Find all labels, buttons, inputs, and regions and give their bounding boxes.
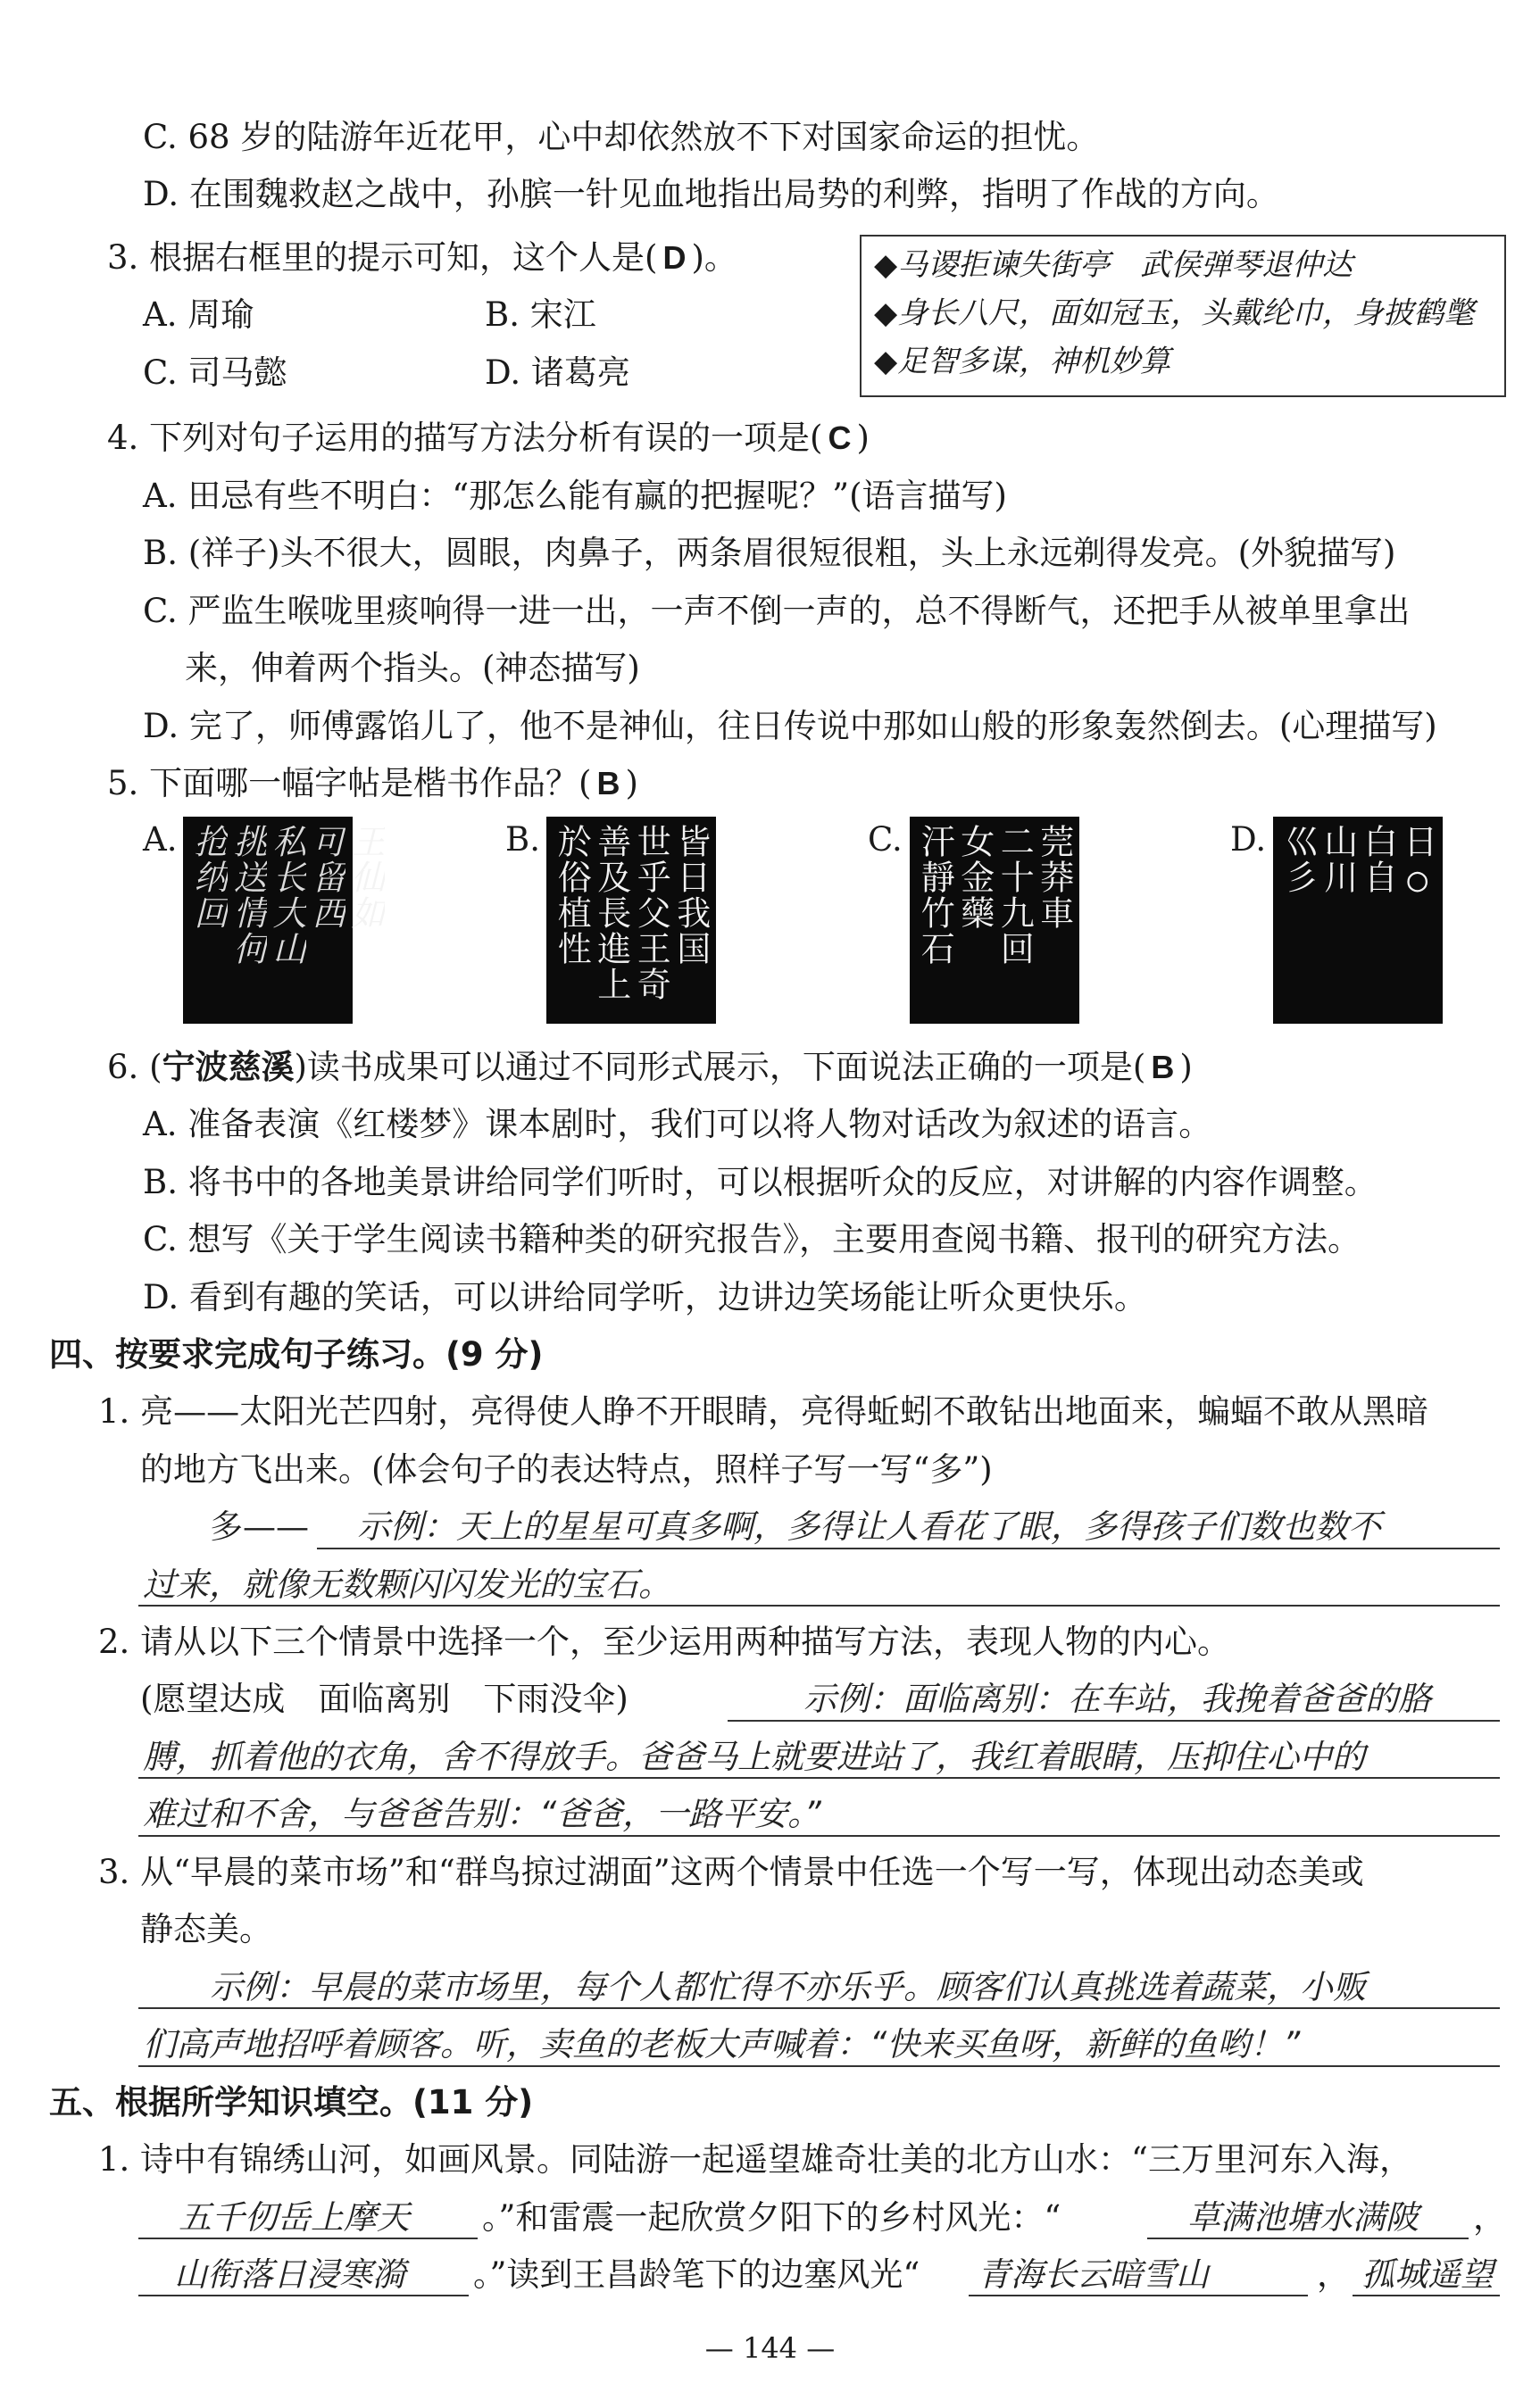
s5-fill-3: 山衔落日浸寒漪 — [174, 2255, 405, 2294]
s4-q3-answer-line2: 们高声地招呼着顾客。听，卖鱼的老板大声喊着：“快来买鱼呀，新鲜的鱼哟！” — [143, 2025, 1301, 2063]
sample-b-col-4: 於俗植性 — [552, 824, 592, 967]
sample-c-col-2: 二十九回 — [995, 824, 1035, 967]
q4-stem: 4. 下列对句子运用的描写方法分析有误的一项是( C ) — [107, 419, 870, 457]
q3-answer: D — [662, 239, 687, 276]
answer-underline — [138, 2065, 1500, 2067]
s5-comma-1: ， — [1473, 2198, 1506, 2237]
q2-option-c: C. 68 岁的陆游年近花甲，心中却依然放不下对国家命运的担忧。 — [143, 118, 1100, 156]
q6-option-b: B. 将书中的各地美景讲给同学们听时，可以根据听众的反应，对讲解的内容作调整。 — [143, 1163, 1378, 1201]
s4-q2-line1: 2. 请从以下三个情景中选择一个，至少运用两种描写方法，表现人物的内心。 — [98, 1623, 1231, 1661]
s4-q2-answer-line2: 膊，抓着他的衣角，舍不得放手。爸爸马上就要进站了，我红着眼睛，压抑住心中的 — [143, 1738, 1365, 1776]
sample-c-col-1: 莞莽車 — [1034, 824, 1074, 931]
q3-hint-box — [860, 235, 1506, 397]
sample-b-col-3: 善及長進上 — [591, 824, 631, 1002]
s4-q1-line1: 1. 亮——太阳光芒四射，亮得使人睁不开眼睛，亮得蚯蚓不敢钻出地面来，蝙蝠不敢从黑暗 — [98, 1392, 1429, 1431]
answer-underline — [138, 1835, 1500, 1837]
q3-hint-2: ◆身长八尺，面如冠玉，头戴纶巾，身披鹤氅 — [874, 295, 1475, 331]
q3-hint-3: ◆足智多谋，神机妙算 — [874, 344, 1171, 379]
fill-underline — [969, 2295, 1308, 2296]
sample-d-col-2: 白自 — [1358, 824, 1398, 895]
s5-fill-2: 草满池塘水满陂 — [1187, 2198, 1419, 2237]
q3-option-d: D. 诸葛亮 — [485, 353, 630, 392]
calligraphy-sample-d — [1273, 817, 1443, 1024]
q4-option-b: B. (祥子)头不很大，圆眼，肉鼻子，两条眉很短很粗，头上永远剃得发亮。(外貌描写) — [143, 534, 1396, 572]
sample-a-col-5: 抢纳回 — [188, 824, 228, 931]
fill-underline — [138, 2295, 469, 2296]
q5-answer: B — [596, 765, 620, 801]
sample-b-col-2: 世乎父王奇 — [631, 824, 671, 1002]
q6-answer: B — [1151, 1049, 1175, 1085]
section-4-title: 四、按要求完成句子练习。(9 分) — [49, 1335, 544, 1374]
page-number: — 144 — — [704, 2331, 836, 2365]
s4-q2-answer-line1: 示例：面临离别：在车站，我挽着爸爸的胳 — [803, 1680, 1431, 1718]
q5-label-d: D. — [1230, 820, 1267, 859]
q6-option-c: C. 想写《关于学生阅读书籍种类的研究报告》，主要用查阅书籍、报刊的研究方法。 — [143, 1220, 1361, 1258]
s5-fill-4: 青海长云暗雪山 — [978, 2255, 1209, 2294]
s4-q3-answer-line1: 示例：早晨的菜市场里，每个人都忙得不亦乐乎。顾客们认真挑选着蔬菜，小贩 — [210, 1968, 1366, 2006]
q6-stem: 6. (宁波慈溪)读书成果可以通过不同形式展示，下面说法正确的一项是( B ) — [107, 1048, 1193, 1086]
sample-d-col-4: 巛彡 — [1278, 824, 1319, 895]
section-5-title: 五、根据所学知识填空。(11 分) — [49, 2083, 534, 2122]
q4-option-c-line1: C. 严监生喉咙里痰响得一进一出，一声不倒一声的，总不得断气，还把手从被单里拿出 — [143, 592, 1411, 630]
s4-q3-line2: 静态美。 — [140, 1910, 272, 1948]
fill-underline — [1353, 2295, 1500, 2296]
sample-d-col-1: 日○ — [1397, 824, 1437, 901]
s4-q3-line1: 3. 从“早晨的菜市场”和“群鸟掠过湖面”这两个情景中任选一个写一写，体现出动态美或 — [98, 1853, 1364, 1891]
q4-option-a: A. 田忌有些不明白：“那怎么能有赢的把握呢？”(语言描写) — [143, 477, 1007, 515]
sample-c-col-3: 女金藥 — [954, 824, 995, 931]
s4-q2-answer-line3: 难过和不舍，与爸爸告别：“爸爸，一路平安。” — [143, 1795, 821, 1833]
s4-q2-options: (愿望达成 面临离别 下雨没伞) — [140, 1680, 628, 1718]
q3-option-a: A. 周瑜 — [143, 295, 254, 334]
sample-a-col-4: 挑送情何 — [228, 824, 267, 967]
s5-fill-1: 五千仞岳上摩天 — [179, 2198, 410, 2237]
q3-stem: 3. 根据右框里的提示可知，这个人是( D )。 — [107, 238, 737, 277]
answer-underline — [138, 1605, 1500, 1607]
s4-q1-answer-line2: 过来，就像无数颗闪闪发光的宝石。 — [143, 1565, 671, 1604]
q6-option-a: A. 准备表演《红楼梦》课本剧时，我们可以将人物对话改为叙述的语言。 — [143, 1105, 1212, 1143]
sample-b-col-1: 皆日我国 — [670, 824, 711, 967]
sample-d-col-3: 山川 — [1318, 824, 1358, 895]
q6-option-d: D. 看到有趣的笑话，可以讲给同学听，边讲边笑场能让听众更快乐。 — [143, 1278, 1147, 1316]
fill-underline — [138, 2238, 478, 2239]
q3-option-c: C. 司马懿 — [143, 353, 287, 392]
q4-answer: C — [828, 419, 852, 456]
q2-option-d: D. 在围魏救赵之战中，孙膑一针见血地指出局势的利弊，指明了作战的方向。 — [143, 175, 1279, 213]
calligraphy-sample-a — [183, 817, 385, 1024]
q6-region: 宁波慈溪 — [162, 1048, 295, 1086]
sample-a-col-3: 私长大山 — [267, 824, 306, 967]
s5-fill-5: 孤城遥望 — [1361, 2255, 1494, 2294]
sample-a-col-2: 可留西 — [306, 824, 345, 931]
q5-stem: 5. 下面哪一幅字帖是楷书作品？( B ) — [107, 764, 638, 802]
s5-mid-1: 。”和雷震一起欣赏夕阳下的乡村风光：“ — [482, 2198, 1061, 2237]
s5-q1-line1: 1. 诗中有锦绣山河，如画风景。同陆游一起遥望雄奇壮美的北方山水：“三万里河东入海， — [98, 2140, 1412, 2179]
s5-comma-2: ， — [1317, 2255, 1350, 2294]
answer-underline — [138, 2007, 1500, 2009]
sample-a-col-1: 王仙如 — [345, 824, 385, 931]
answer-underline — [728, 1720, 1500, 1722]
sample-c-col-4: 汗靜竹石 — [915, 824, 955, 967]
s4-q1-line2: 的地方飞出来。(体会句子的表达特点，照样子写一写“多”) — [140, 1450, 993, 1489]
q5-label-c: C. — [868, 820, 903, 859]
q3-option-b: B. 宋江 — [485, 295, 596, 334]
q3-hint-1: ◆马谡拒谏失街亭 武侯弹琴退仲达 — [874, 247, 1353, 283]
q4-option-c-line2: 来，伸着两个指头。(神态描写) — [185, 649, 640, 687]
calligraphy-sample-b — [546, 817, 716, 1024]
calligraphy-sample-c — [910, 817, 1079, 1024]
s4-q1-prefix: 多—— — [210, 1507, 309, 1546]
q4-option-d: D. 完了，师傅露馅儿了，他不是神仙，往日传说中那如山般的形象轰然倒去。(心理描写) — [143, 707, 1437, 745]
answer-underline — [317, 1548, 1500, 1549]
s5-mid-2: 。”读到王昌龄笔下的边塞风光“ — [473, 2255, 920, 2294]
q5-label-b: B. — [505, 820, 540, 859]
s4-q1-answer-line1: 示例：天上的星星可真多啊，多得让人看花了眼，多得孩子们数也数不 — [357, 1507, 1381, 1546]
answer-underline — [138, 1777, 1500, 1779]
q5-label-a: A. — [143, 820, 178, 859]
fill-underline — [1147, 2238, 1469, 2239]
